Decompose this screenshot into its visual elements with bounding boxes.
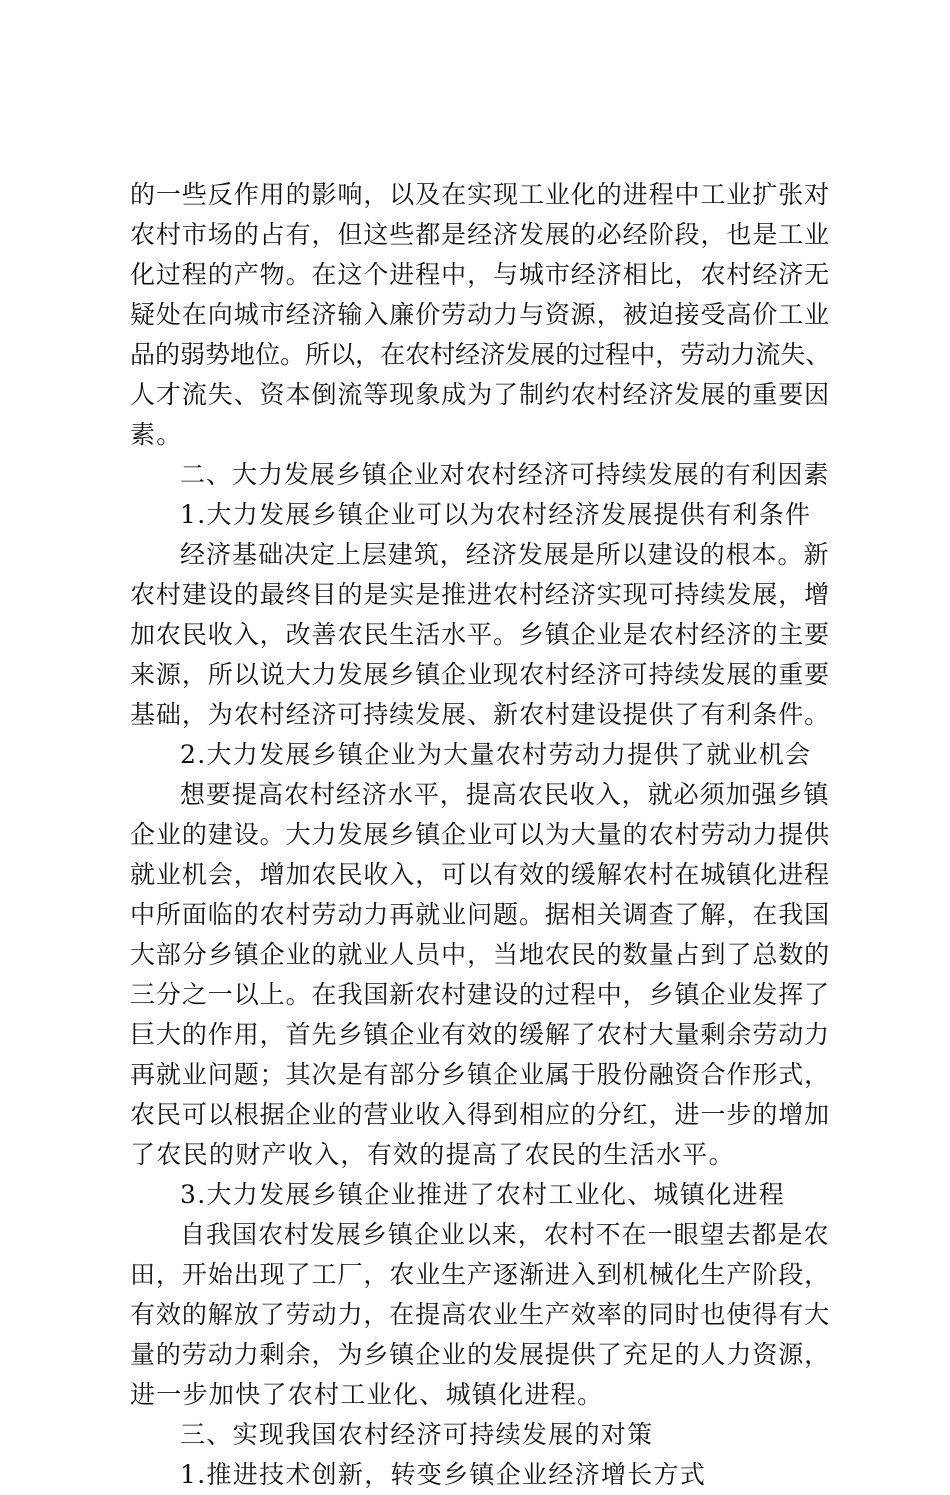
text-line: 疑处在向城市经济输入廉价劳动力与资源，被迫接受高价工业: [130, 300, 831, 329]
text-line: 来源，所以说大力发展乡镇企业现农村经济可持续发展的重要: [130, 660, 831, 689]
text-line: 进一步加快了农村工业化、城镇化进程。: [130, 1380, 604, 1409]
text-line: 素。: [130, 420, 183, 449]
text-line: 有效的解放了劳动力，在提高农业生产效率的同时也使得有大: [130, 1300, 831, 1329]
text-line: 想要提高农村经济水平，提高农民收入，就必须加强乡镇: [180, 780, 830, 809]
text-line: 基础，为农村经济可持续发展、新农村建设提供了有利条件。: [130, 700, 831, 729]
text-line: 量的劳动力剩余，为乡镇企业的发展提供了充足的人力资源，: [130, 1340, 831, 1369]
text-line: 的一些反作用的影响，以及在实现工业化的进程中工业扩张对: [130, 180, 831, 209]
text-line: 大部分乡镇企业的就业人员中，当地农民的数量占到了总数的: [130, 940, 831, 969]
text-line: 3.大力发展乡镇企业推进了农村工业化、城镇化进程: [180, 1180, 786, 1209]
text-line: 田，开始出现了工厂，农业生产逐渐进入到机械化生产阶段，: [130, 1260, 831, 1289]
text-line: 1.大力发展乡镇企业可以为农村经济发展提供有利条件: [180, 500, 812, 529]
text-line: 1.推进技术创新，转变乡镇企业经济增长方式: [180, 1460, 707, 1489]
text-line: 三、实现我国农村经济可持续发展的对策: [180, 1420, 654, 1449]
text-line: 农民可以根据企业的营业收入得到相应的分红，进一步的增加: [130, 1100, 831, 1129]
text-line: 化过程的产物。在这个进程中，与城市经济相比，农村经济无: [130, 260, 831, 289]
text-line: 农村市场的占有，但这些都是经济发展的必经阶段，也是工业: [130, 220, 831, 249]
document-body: [130, 175, 830, 1495]
text-line: 再就业问题；其次是有部分乡镇企业属于股份融资合作形式，: [130, 1060, 831, 1089]
text-line: 三分之一以上。在我国新农村建设的过程中，乡镇企业发挥了: [130, 980, 831, 1009]
text-line: 加农民收入，改善农民生活水平。乡镇企业是农村经济的主要: [130, 620, 831, 649]
text-line: 中所面临的农村劳动力再就业问题。据相关调查了解，在我国: [130, 900, 831, 929]
text-line: 了农民的财产收入，有效的提高了农民的生活水平。: [130, 1140, 735, 1169]
text-line: 自我国农村发展乡镇企业以来，农村不在一眼望去都是农: [180, 1220, 830, 1249]
text-line: 巨大的作用，首先乡镇企业有效的缓解了农村大量剩余劳动力: [130, 1020, 831, 1049]
text-line: 农村建设的最终目的是实是推进农村经济实现可持续发展，增: [130, 580, 831, 609]
text-line: 品的弱势地位。所以，在农村经济发展的过程中，劳动力流失、: [130, 340, 831, 369]
text-line: 就业机会，增加农民收入，可以有效的缓解农村在城镇化进程: [130, 860, 831, 889]
text-line: 企业的建设。大力发展乡镇企业可以为大量的农村劳动力提供: [130, 820, 831, 849]
text-line: 人才流失、资本倒流等现象成为了制约农村经济发展的重要因: [130, 380, 831, 409]
text-line: 2.大力发展乡镇企业为大量农村劳动力提供了就业机会: [180, 740, 812, 769]
text-line: 二、大力发展乡镇企业对农村经济可持续发展的有利因素: [180, 460, 830, 489]
text-line: 经济基础决定上层建筑，经济发展是所以建设的根本。新: [180, 540, 830, 569]
